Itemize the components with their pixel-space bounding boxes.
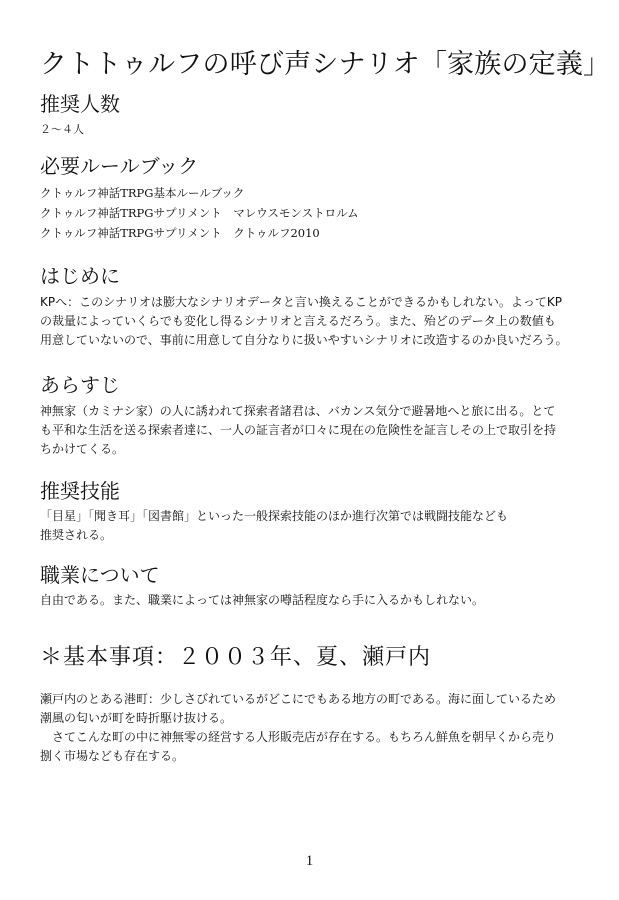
intro-line: KPへ：このシナリオは膨大なシナリオデータと言い換えることができるかもしれない。よってKP [40, 295, 562, 309]
intro-line: 用意していないので、事前に用意して自分なりに扱いやすいシナリオに改造するのか良いだろう。 [40, 333, 568, 347]
basics-heading: ＊基本事項：２００３年、夏、瀬戸内 [40, 645, 432, 670]
scenario-title: クトトゥルフの呼び声シナリオ「家族の定義」 [40, 49, 611, 80]
intro-heading: はじめに [40, 264, 120, 288]
intro-line: の裁量によっていくらでも変化し得るシナリオと言えるだろう。また、殆どのデータ上の数値も [40, 314, 556, 328]
synopsis-heading: あらすじ [40, 373, 120, 397]
players-value: ２〜４人 [40, 123, 84, 136]
basics-line: 捌く市場なども存在する。 [40, 749, 185, 763]
basics-line: さてこんな町の中に神無零の経営する人形販売店が存在する。もちろん鮮魚を朝早くから売り [40, 730, 557, 744]
rulebooks-list [40, 183, 570, 243]
occupation-paragraph [40, 591, 570, 610]
occupation-heading: 職業について [40, 563, 160, 587]
players-heading: 推奨人数 [40, 92, 120, 116]
intro-paragraph [40, 293, 570, 350]
rulebook-item: クトゥルフ神話TRPG基本ルールブック [40, 186, 245, 200]
skills-line: 推奨される。 [40, 528, 113, 542]
page-number: 1 [305, 853, 314, 869]
skills-line: 「目星」「聞き耳」「図書館」といった一般探索技能のほか進行次第では戦闘技能なども [40, 509, 509, 523]
rulebook-item: クトゥルフ神話TRPGサプリメント クトゥルフ2010 [40, 226, 320, 240]
rulebooks-heading: 必要ルールブック [40, 154, 199, 178]
synopsis-paragraph [40, 402, 570, 459]
rulebook-item: クトゥルフ神話TRPGサプリメント マレウスモンストロルム [40, 206, 359, 220]
basics-paragraph [40, 690, 570, 766]
synopsis-line: ちかけてくる。 [40, 442, 125, 456]
basics-line: 潮風の匂いが町を時折駆け抜ける。 [40, 711, 233, 725]
occupation-line: 自由である。また、職業によっては神無家の噂話程度なら手に入るかもしれない。 [40, 593, 485, 607]
synopsis-line: 神無家（カミナシ家）の人に誘われて探索者諸君は、バカンス気分で避暑地へと旅に出る。とて [40, 404, 556, 418]
skills-heading: 推奨技能 [40, 479, 120, 503]
skills-paragraph [40, 507, 570, 545]
basics-line: 瀬戸内のとある港町：少しさびれているがどこにでもある地方の町である。海に面しているため [40, 692, 557, 706]
synopsis-line: も平和な生活を送る探索者達に、一人の証言者が口々に現在の危険性を証言しその上で取引を持 [40, 423, 557, 437]
